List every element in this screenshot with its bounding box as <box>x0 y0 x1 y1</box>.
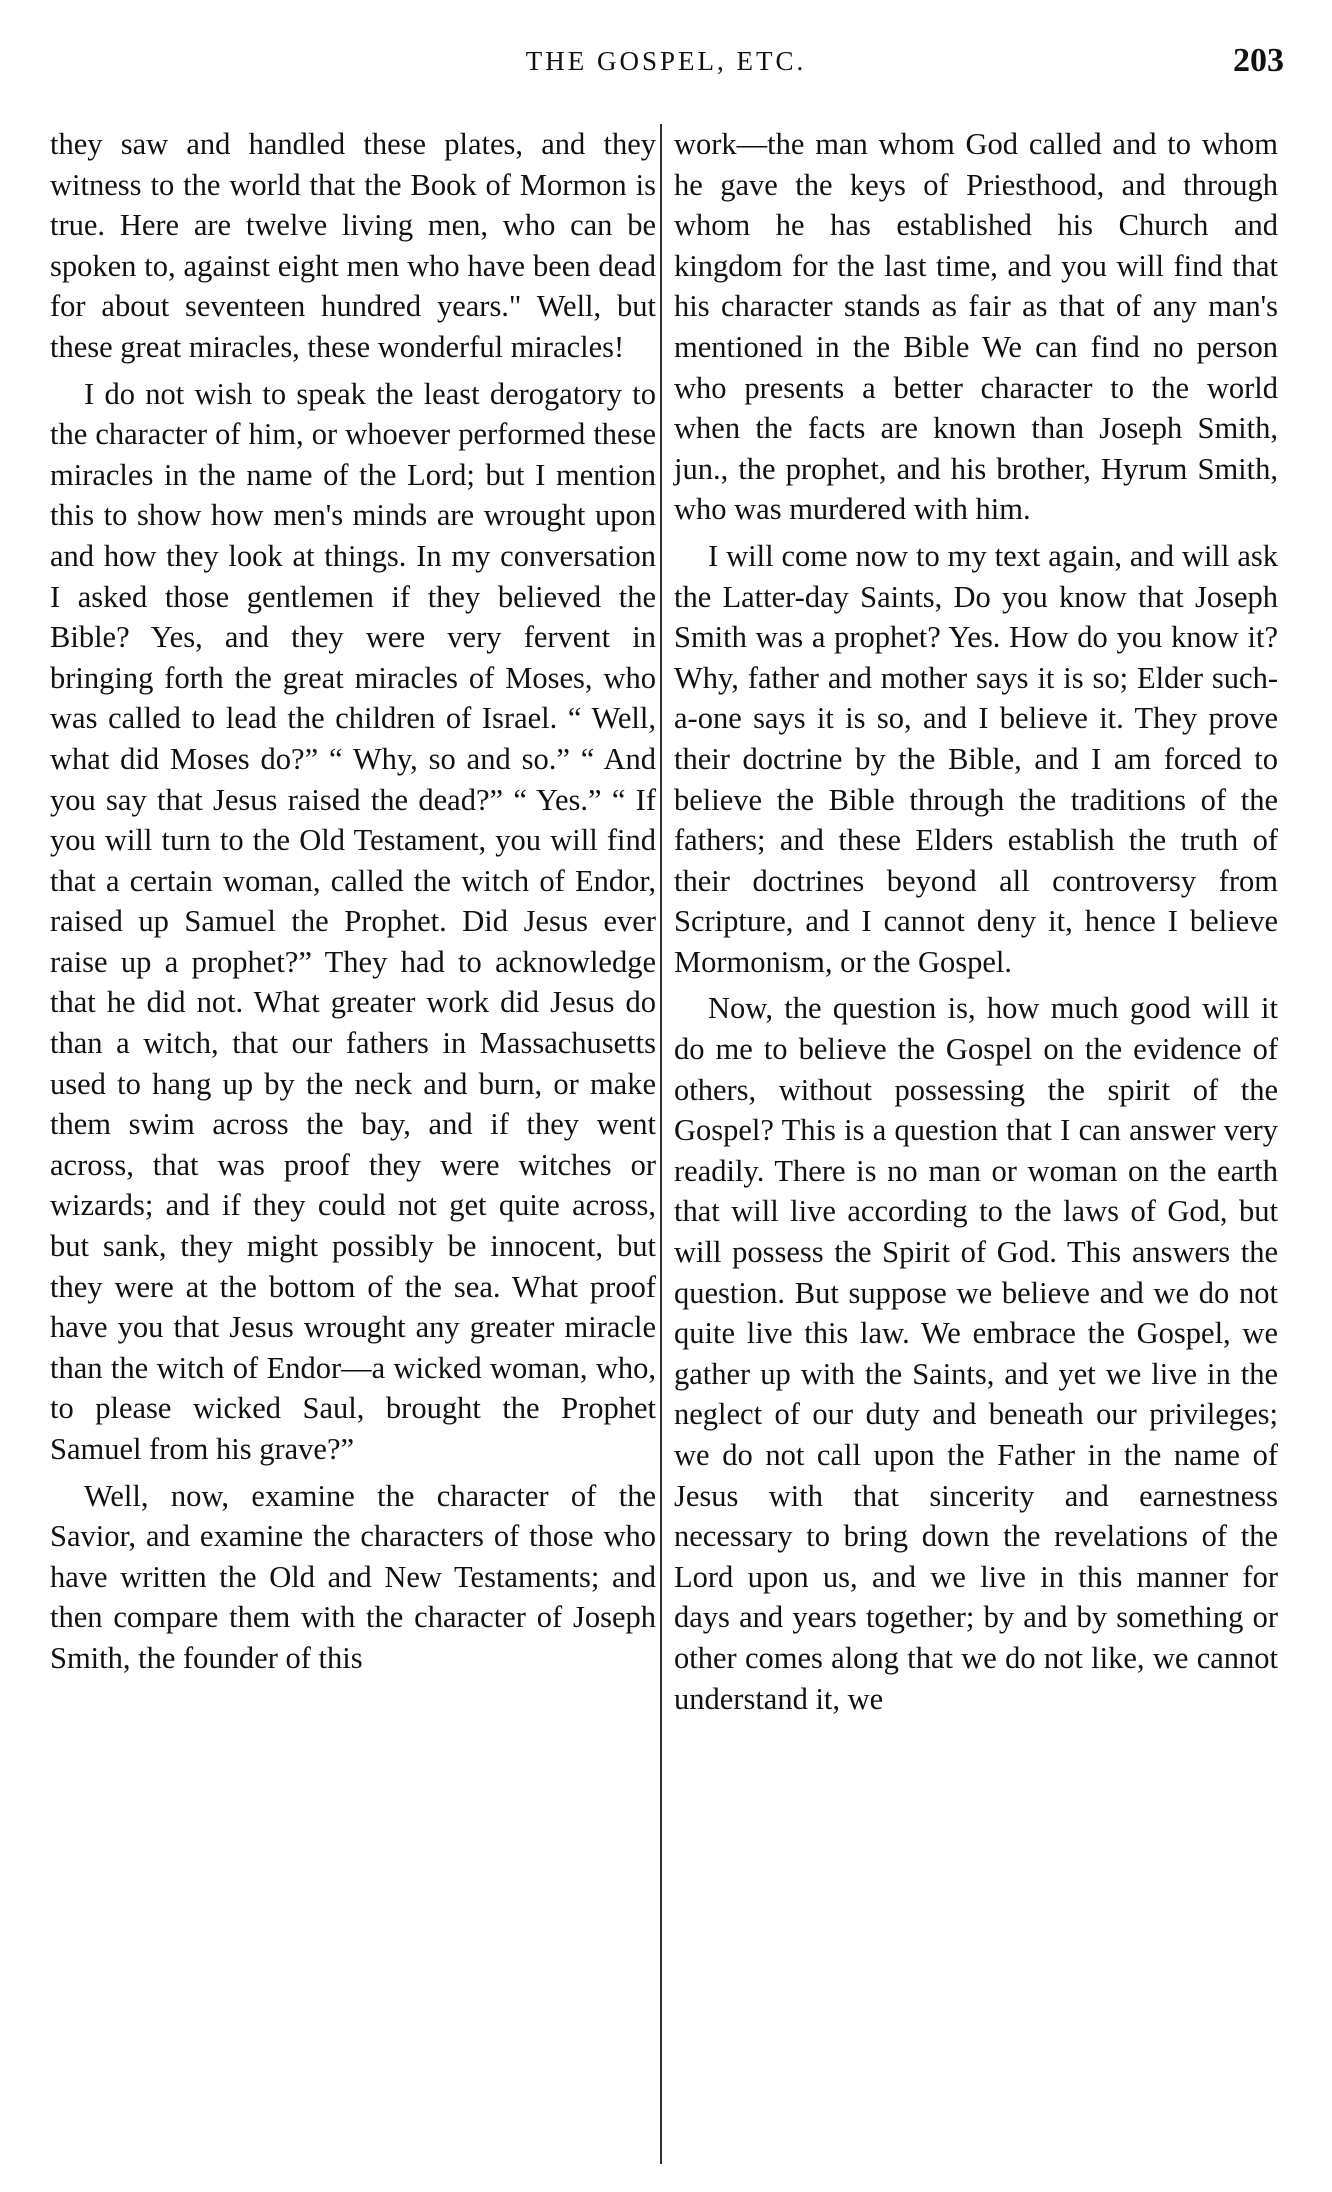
running-head <box>0 42 1332 86</box>
paragraph: Now, the question is, how much good will it do me to believe the Gospel on the evidence of others, without possessing the spirit of the Gospel? This is a question that I can answer very readily. There is no man or woman on the earth that will live according to the laws of God, but will possess the Spirit of God. This answers the question. But suppose we believe and we do not quite live this law. We embrace the Gospel, we gather up with the Saints, and yet we live in the neglect of our duty and beneath our privileges; we do not call upon the Father in the name of Jesus with that sincerity and earnestness necessary to bring down the revelations of the Lord upon us, and we live in this manner for days and years together; by and by something or other comes along that we do not like, we cannot understand it, we <box>674 991 1278 1716</box>
left-column <box>50 124 656 1685</box>
right-column <box>674 124 1278 1725</box>
page-number: 203 <box>1233 42 1284 79</box>
paragraph: Well, now, examine the character of the Savior, and examine the characters of those who have written the Old and New Testaments; and then compare them with the character of Joseph Smith, the founder of this <box>50 1478 656 1675</box>
paragraph: work—the man whom God called and to whom he gave the keys of Priesthood, and through whom he has established his Church and kingdom for the last time, and you will find that his character stands as fair as that of any man's mentioned in the Bible We can find no person who presents a better character to the world when the facts are known than Joseph Smith, jun., the prophet, and his brother, Hyrum Smith, who was murdered with him. <box>674 127 1278 527</box>
column-divider <box>660 124 662 2164</box>
paragraph: they saw and handled these plates, and they witness to the world that the Book of Mormon is true. Here are twelve living men, who can be spoken to, against eight men who have been dead for about seventeen hundred years." Well, but these great miracles, these wonderful miracles! <box>50 127 656 364</box>
paragraph: I do not wish to speak the least derogatory to the character of him, or whoever performed these miracles in the name of the Lord; but I mention this to show how men's minds are wrought upon and how they look at things. In my conversation I asked those gentlemen if they believed the Bible? Yes, and they were very fervent in bringing forth the great miracles of Moses, who was called to lead the children of Israel. “ Well, what did Moses do?” “ Why, so and so.” “ And you say that Jesus raised the dead?” “ Yes.” “ If you will turn to the Old Testament, you will find that a certain woman, called the witch of Endor, raised up Samuel the Prophet. Did Jesus ever raise up a prophet?” They had to acknowledge that he did not. What greater work did Jesus do than a witch, that our fathers in Massachusetts used to hang up by the neck and burn, or make them swim across the bay, and if they went across, that was proof they were witches or wizards; and if they could not get quite across, but sank, they might possibly be innocent, but they were at the bottom of the sea. What proof have you that Jesus wrought any greater miracle than the witch of Endor—a wicked woman, who, to please wicked Saul, brought the Prophet Samuel from his grave?” <box>50 376 656 1466</box>
paragraph: I will come now to my text again, and will ask the Latter-day Saints, Do you know that Joseph Smith was a prophet? Yes. How do you know it? Why, father and mother says it is so; Elder such-a-one says it is so, and I believe it. They prove their doctrine by the Bible, and I am forced to believe the Bible through the traditions of the fathers; and these Elders establish the truth of their doctrines beyond all controversy from Scripture, and I cannot deny it, hence I believe Mormonism, or the Gospel. <box>674 538 1278 979</box>
running-title: THE GOSPEL, ETC. <box>525 46 807 76</box>
